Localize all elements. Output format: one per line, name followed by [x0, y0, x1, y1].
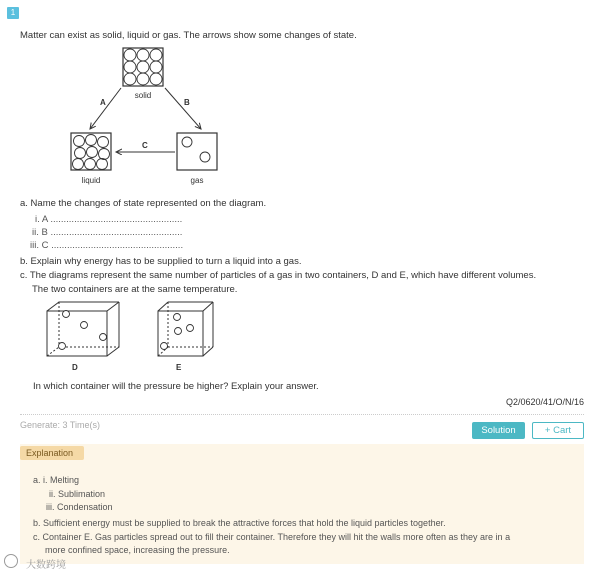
question-reference: Q2/0620/41/O/N/16 [505, 397, 584, 407]
container-d-label: D [72, 363, 78, 372]
liquid-label: liquid [81, 176, 101, 185]
part-a-ii-line: ii. B .................................................. [32, 227, 183, 238]
divider [20, 414, 584, 415]
explanation-a-iii: iii. Condensation [46, 502, 113, 512]
arrow-b-label: B [184, 98, 190, 107]
solid-box [123, 48, 163, 86]
explanation-a-ii: ii. Sublimation [49, 489, 106, 499]
container-e [158, 302, 213, 356]
part-c-question: In which container will the pressure be higher? Explain your answer. [33, 381, 319, 392]
explanation-c-line2: more confined space, increasing the pressure. [45, 545, 230, 555]
explanation-tag: Explanation [20, 446, 84, 460]
arrow-b [165, 88, 201, 129]
part-c-prompt-line2: The two containers are at the same temperature. [32, 284, 238, 295]
gas-box [177, 133, 217, 170]
watermark-text: 大数跨境 [26, 560, 66, 571]
explanation-b: b. Sufficient energy must be supplied to break the attractive forces that hold the liquid particles together. [33, 518, 446, 528]
question-intro: Matter can exist as solid, liquid or gas. The arrows show some changes of state. [20, 30, 357, 41]
part-c-prompt-line1: c. The diagrams represent the same number of particles of a gas in two containers, D and E, which have different volumes. [20, 270, 537, 281]
part-a-i-line: i. A .................................................. [35, 214, 183, 225]
add-to-cart-button[interactable]: + Cart [532, 422, 584, 439]
arrow-c-label: C [142, 141, 148, 150]
liquid-box [71, 133, 111, 170]
containers-diagram [40, 298, 240, 376]
part-b-prompt: b. Explain why energy has to be supplied to turn a liquid into a gas. [20, 256, 302, 267]
part-a-iii-line: iii. C .................................................. [30, 240, 184, 251]
solid-label: solid [134, 91, 152, 100]
container-d [47, 302, 119, 356]
solution-button[interactable]: Solution [472, 422, 525, 439]
question-number-badge: 1 [7, 7, 19, 19]
generate-count: Generate: 3 Time(s) [20, 420, 101, 430]
state-change-diagram [60, 44, 230, 190]
explanation-a-i: a. i. Melting [33, 475, 80, 485]
arrow-a [90, 88, 121, 129]
part-a-prompt: a. Name the changes of state represented on the diagram. [20, 198, 267, 209]
gas-label: gas [190, 176, 204, 185]
arrow-a-label: A [100, 98, 106, 107]
container-e-label: E [176, 363, 182, 372]
explanation-c-line1: c. Container E. Gas particles spread out to fill their container. Therefore they will hit the walls more often as they are in a [33, 532, 511, 542]
watermark-logo-icon [4, 554, 18, 568]
